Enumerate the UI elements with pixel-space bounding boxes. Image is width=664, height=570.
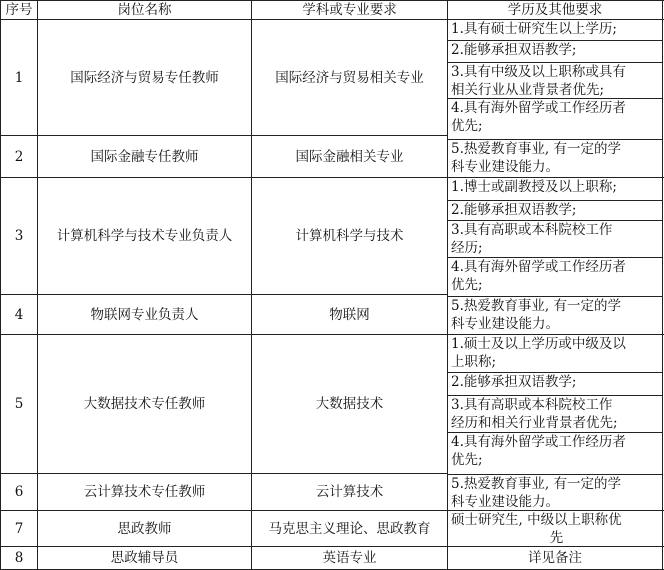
requirement-item bbox=[448, 475, 662, 510]
requirement-line: 科专业建设能力。 bbox=[451, 494, 559, 510]
requirement-line: 4.具有海外留学或工作经历者 bbox=[451, 100, 626, 116]
requirement-line: 5.热爱教育事业, 有一定的学 bbox=[451, 476, 621, 492]
requirement-item bbox=[448, 99, 662, 139]
requirement-item bbox=[448, 140, 662, 177]
header-no: 序号 bbox=[5, 2, 33, 18]
major-requirement: 马克思主义理论、思政教育 bbox=[268, 520, 431, 537]
requirement-line: 科专业建设能力。 bbox=[451, 316, 559, 332]
requirement-note: 详见备注 bbox=[528, 550, 582, 566]
row-number: 6 bbox=[14, 484, 24, 500]
major-requirement: 大数据技术 bbox=[315, 396, 384, 412]
position-name: 国际金融专任教师 bbox=[90, 148, 199, 165]
requirement-line: 2.能够承担双语教学; bbox=[451, 374, 577, 390]
requirement-item bbox=[448, 433, 662, 474]
major-requirement: 国际经济与贸易相关专业 bbox=[275, 69, 424, 86]
position-name: 思政辅导员 bbox=[110, 550, 179, 566]
row-number: 1 bbox=[14, 69, 24, 86]
row-number: 3 bbox=[14, 228, 24, 244]
header-requirements: 学历及其他要求 bbox=[507, 2, 603, 18]
position-name: 物联网专业负责人 bbox=[90, 306, 199, 323]
requirement-item bbox=[448, 201, 662, 220]
requirement-line: 优先; bbox=[451, 118, 483, 134]
major-requirement: 国际金融相关专业 bbox=[295, 148, 404, 165]
requirement-line: 3.具有高职或本科院校工作 bbox=[451, 397, 613, 413]
requirement-line: 4.具有海外留学或工作经历者 bbox=[451, 259, 626, 275]
position-name: 大数据技术专任教师 bbox=[83, 396, 206, 412]
requirement-item bbox=[448, 41, 662, 62]
row-number: 8 bbox=[14, 550, 24, 566]
position-name: 云计算技术专任教师 bbox=[83, 484, 206, 500]
requirement-line: 科专业建设能力。 bbox=[451, 159, 559, 175]
row-number: 4 bbox=[14, 306, 24, 323]
requirement-line: 3.具有高职或本科院校工作 bbox=[451, 222, 613, 238]
position-name: 国际经济与贸易专任教师 bbox=[70, 69, 219, 86]
requirement-line: 4.具有海外留学或工作经历者 bbox=[451, 434, 626, 450]
requirement-line: 5.热爱教育事业, 有一定的学 bbox=[451, 141, 621, 157]
requirement-line: 相关行业从业背景者优先; bbox=[451, 82, 605, 98]
requirement-line: 硕士研究生, 中级以上职称优 bbox=[451, 512, 622, 528]
requirement-item bbox=[448, 20, 662, 40]
position-name: 思政教师 bbox=[117, 520, 172, 537]
requirement-line: 优先; bbox=[451, 277, 483, 293]
header-position: 岗位名称 bbox=[117, 2, 172, 18]
requirement-item bbox=[448, 63, 662, 98]
requirement-line: 3.具有中级及以上职称或具有 bbox=[451, 64, 626, 80]
position-name: 计算机科学与技术专业负责人 bbox=[56, 228, 233, 244]
row-number: 2 bbox=[14, 148, 24, 165]
major-requirement: 英语专业 bbox=[322, 550, 377, 566]
major-requirement: 云计算技术 bbox=[315, 484, 384, 500]
requirement-line: 2.能够承担双语教学; bbox=[451, 42, 577, 58]
requirement-item bbox=[448, 297, 662, 334]
requirement-item bbox=[448, 373, 662, 395]
requirement-line: 1.博士或副教授及以上职称; bbox=[451, 179, 617, 195]
requirement-line: 1.硕士及以上学历或中级及以 bbox=[451, 336, 626, 352]
requirement-line: 经历和相关行业背景者优先; bbox=[451, 415, 618, 431]
requirement-line: 2.能够承担双语教学; bbox=[451, 202, 577, 218]
requirement-line: 上职称; bbox=[451, 354, 497, 370]
requirement-item bbox=[448, 335, 662, 372]
requirement-item bbox=[448, 178, 662, 200]
requirement-line: 5.热爱教育事业, 有一定的学 bbox=[451, 298, 621, 314]
row-number: 7 bbox=[14, 520, 24, 537]
requirement-item bbox=[448, 221, 662, 257]
requirement-line: 先 bbox=[549, 530, 564, 546]
requirement-item bbox=[448, 396, 662, 432]
major-requirement: 计算机科学与技术 bbox=[295, 228, 404, 244]
requirement-line: 1.具有硕士研究生以上学历; bbox=[451, 21, 617, 37]
row-number: 5 bbox=[14, 396, 24, 412]
header-major: 学科或专业要求 bbox=[302, 2, 397, 18]
major-requirement: 物联网 bbox=[329, 306, 370, 323]
requirement-line: 优先; bbox=[451, 452, 483, 468]
requirement-item bbox=[448, 258, 662, 296]
requirement-line: 经历; bbox=[451, 240, 483, 256]
requirement-item bbox=[448, 511, 662, 546]
table-border-right bbox=[662, 0, 663, 570]
